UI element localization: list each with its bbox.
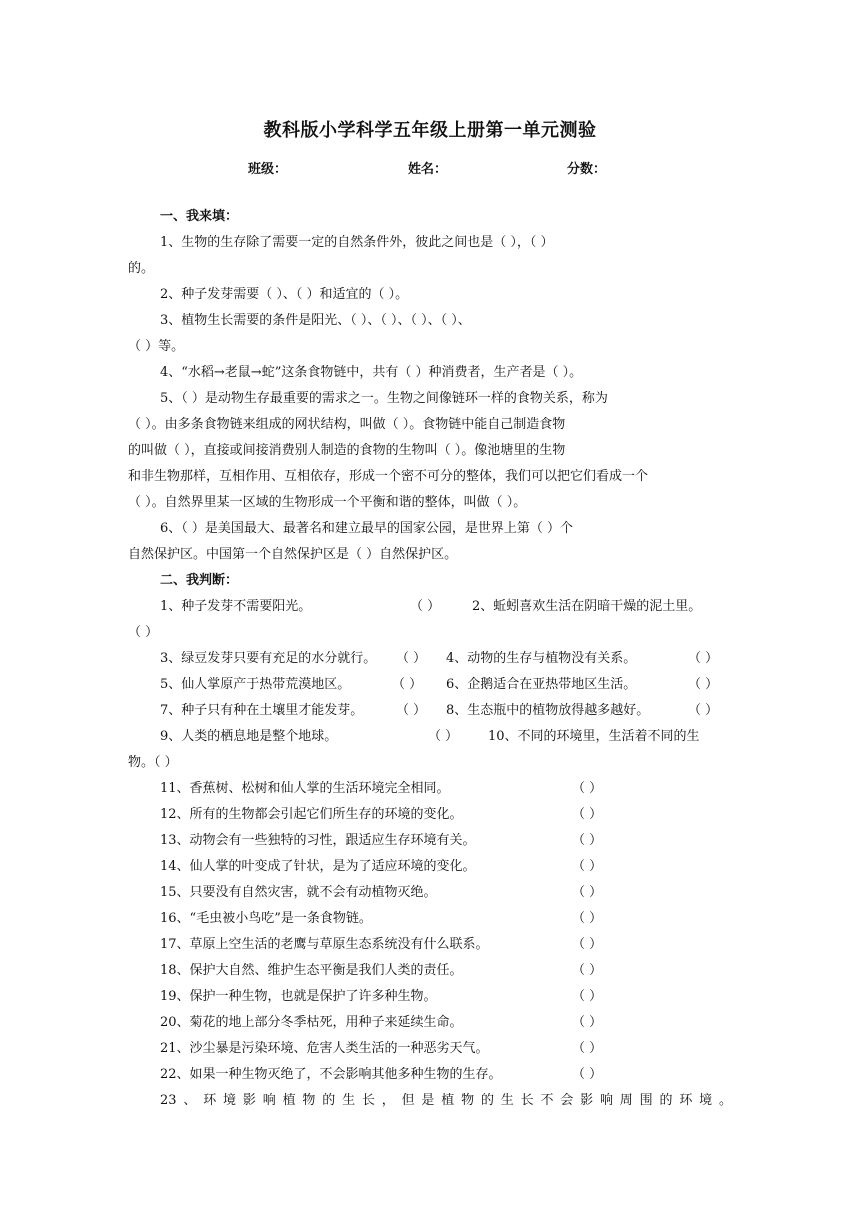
answer-bracket-1[interactable]: （ ） bbox=[410, 599, 441, 614]
fill-question-4: 4、“水稻→老鼠→蛇”这条食物链中，共有（ ）种消费者，生产者是（ ）。 bbox=[160, 365, 583, 380]
page-title: 教科版小学科学五年级上册第一单元测验 bbox=[263, 120, 597, 141]
judge-item-14: 14、仙人掌的叶变成了针状，是为了适应环境的变化。 bbox=[160, 859, 476, 874]
answer-bracket-19[interactable]: （ ） bbox=[572, 989, 603, 1004]
answer-bracket-9[interactable]: （ ） bbox=[428, 729, 459, 744]
fill-question-3: 3、植物生长需要的条件是阳光、（ ）、（ ）、（ ）、（ ）、 bbox=[160, 313, 471, 328]
judge-item-7: 7、种子只有种在土壤里才能发芽。 bbox=[160, 703, 364, 718]
name-field-label: 姓名： bbox=[408, 162, 448, 177]
judge-item-3: 3、绿豆发芽只要有充足的水分就行。 bbox=[160, 651, 377, 666]
section-heading-fill: 一、我来填： bbox=[160, 209, 239, 224]
answer-bracket-14[interactable]: （ ） bbox=[572, 859, 603, 874]
judge-item-15: 15、只要没有自然灾害，就不会有动植物灭绝。 bbox=[160, 885, 437, 900]
answer-bracket-11[interactable]: （ ） bbox=[572, 781, 603, 796]
fill-question-5-line5: （ ）。自然界里某一区域的生物形成一个平衡和谐的整体，叫做（ ）。 bbox=[128, 495, 527, 510]
judge-item-21: 21、沙尘暴是污染环境、危害人类生活的一种恶劣天气。 bbox=[160, 1041, 489, 1056]
judge-item-16: 16、“毛虫被小鸟吃”是一条食物链。 bbox=[160, 911, 372, 926]
judge-item-5: 5、仙人掌原产于热带荒漠地区。 bbox=[160, 677, 351, 692]
judge-item-11: 11、香蕉树、松树和仙人掌的生活环境完全相同。 bbox=[160, 781, 450, 796]
answer-bracket-12[interactable]: （ ） bbox=[572, 807, 603, 822]
score-field-label: 分数： bbox=[567, 162, 607, 177]
judge-item-19: 19、保护一种生物，也就是保护了许多种生物。 bbox=[160, 989, 437, 1004]
fill-question-6: 6、（ ）是美国最大、最著名和建立最早的国家公园，是世界上第（ ）个 bbox=[160, 521, 574, 536]
judge-item-18: 18、保护大自然、维护生态平衡是我们人类的责任。 bbox=[160, 963, 463, 978]
judge-item-10: 10、不同的环境里，生活着不同的生 bbox=[488, 729, 700, 744]
fill-question-2: 2、种子发芽需要（ ）、（ ）和适宜的（ ）。 bbox=[160, 287, 409, 302]
answer-bracket-17[interactable]: （ ） bbox=[572, 937, 603, 952]
answer-bracket-3[interactable]: （ ） bbox=[396, 651, 427, 666]
answer-bracket-2[interactable]: （ ） bbox=[128, 625, 159, 640]
judge-item-22: 22、如果一种生物灭绝了，不会影响其他多种生物的生存。 bbox=[160, 1067, 502, 1082]
class-field-label: 班级： bbox=[248, 162, 288, 177]
answer-bracket-7[interactable]: （ ） bbox=[396, 703, 427, 718]
judge-item-23: 23、环境影响植物的生长，但是植物的生长不会影响周围的环境。 bbox=[160, 1093, 732, 1108]
answer-bracket-18[interactable]: （ ） bbox=[572, 963, 603, 978]
fill-question-5-line2: （ ）。由多条食物链来组成的网状结构，叫做（ ）。食物链中能自己制造食物 bbox=[128, 417, 566, 432]
judge-item-10-cont[interactable]: 物。（ ） bbox=[128, 755, 178, 770]
answer-bracket-5[interactable]: （ ） bbox=[392, 677, 423, 692]
judge-item-8: 8、生态瓶中的植物放得越多越好。 bbox=[446, 703, 650, 718]
answer-bracket-16[interactable]: （ ） bbox=[572, 911, 603, 926]
judge-item-4: 4、动物的生存与植物没有关系。 bbox=[446, 651, 637, 666]
answer-bracket-20[interactable]: （ ） bbox=[572, 1015, 603, 1030]
answer-bracket-8[interactable]: （ ） bbox=[688, 703, 719, 718]
judge-item-20: 20、菊花的地上部分冬季枯死，用种子来延续生命。 bbox=[160, 1015, 463, 1030]
answer-bracket-22[interactable]: （ ） bbox=[572, 1067, 603, 1082]
judge-item-13: 13、动物会有一些独特的习性，跟适应生存环境有关。 bbox=[160, 833, 476, 848]
fill-question-5-line4: 和非生物那样，互相作用、互相依存，形成一个密不可分的整体，我们可以把它们看成一个 bbox=[128, 469, 649, 484]
fill-question-1: 1、生物的生存除了需要一定的自然条件外，彼此之间也是（ ），（ ） bbox=[160, 235, 554, 250]
judge-item-1: 1、种子发芽不需要阳光。 bbox=[160, 599, 312, 614]
fill-question-5-line3: 的叫做（ ），直接或间接消费别人制造的食物的生物叫（ ）。像池塘里的生物 bbox=[128, 443, 566, 458]
judge-item-6: 6、企鹅适合在亚热带地区生活。 bbox=[446, 677, 637, 692]
fill-question-3-cont: （ ）等。 bbox=[128, 339, 185, 354]
judge-item-12: 12、所有的生物都会引起它们所生存的环境的变化。 bbox=[160, 807, 463, 822]
section-heading-judge: 二、我判断： bbox=[160, 573, 239, 588]
answer-bracket-13[interactable]: （ ） bbox=[572, 833, 603, 848]
answer-bracket-21[interactable]: （ ） bbox=[572, 1041, 603, 1056]
judge-item-9: 9、人类的栖息地是整个地球。 bbox=[160, 729, 338, 744]
fill-question-5: 5、（ ）是动物生存最重要的需求之一。生物之间像链环一样的食物关系，称为 bbox=[160, 391, 608, 406]
fill-question-6-cont: 自然保护区。中国第一个自然保护区是（ ）自然保护区。 bbox=[128, 547, 458, 562]
answer-bracket-6[interactable]: （ ） bbox=[688, 677, 719, 692]
fill-question-1-cont: 的。 bbox=[128, 261, 155, 276]
judge-item-2: 2、蚯蚓喜欢生活在阴暗干燥的泥土里。 bbox=[472, 599, 702, 614]
answer-bracket-15[interactable]: （ ） bbox=[572, 885, 603, 900]
judge-item-17: 17、草原上空生活的老鹰与草原生态系统没有什么联系。 bbox=[160, 937, 489, 952]
answer-bracket-4[interactable]: （ ） bbox=[688, 651, 719, 666]
